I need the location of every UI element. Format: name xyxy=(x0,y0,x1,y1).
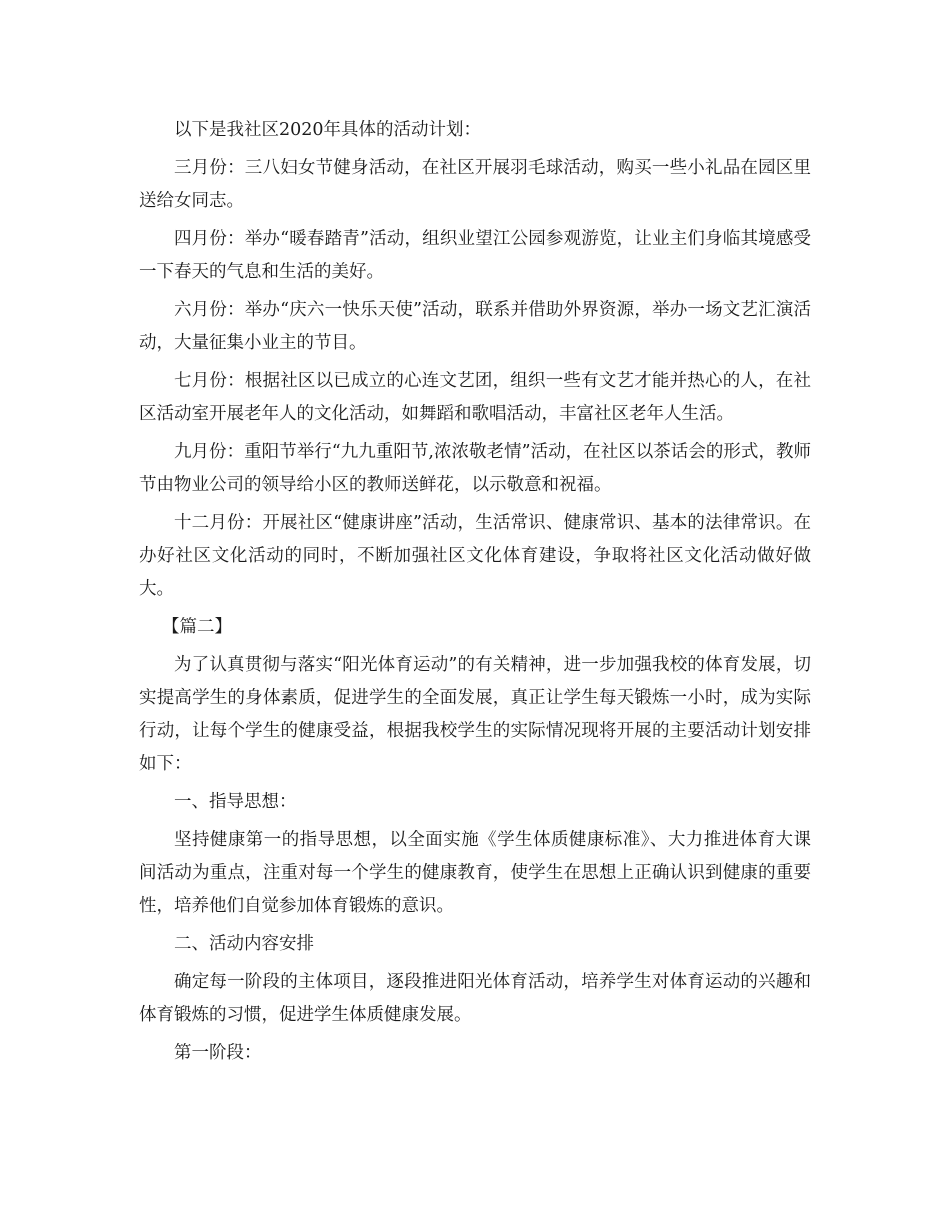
intro-paragraph: 以下是我社区2020年具体的活动计划： xyxy=(174,120,482,140)
stage-one-heading: 第一阶段： xyxy=(174,1043,262,1063)
march-paragraph: 三月份：三八妇女节健身活动，在社区开展羽毛球活动，购买一些小礼品在园区里送给女同志。 xyxy=(139,158,811,211)
june-paragraph: 六月份：举办“庆六一快乐天使”活动，联系并借助外界资源，举办一场文艺汇演活动，大量征集小业主的节目。 xyxy=(139,300,811,353)
guiding-thought-heading: 一、指导思想： xyxy=(174,792,297,812)
sunshine-intro-paragraph: 为了认真贯彻与落实“阳光体育运动”的有关精神，进一步加强我校的体育发展，切实提高学生的身体素质，促进学生的全面发展，真正让学生每天锻炼一小时，成为实际行动，让每个学生的健康受益，根据我校学生的实际情况现将开展的主要活动计划安排如下： xyxy=(139,655,811,774)
activity-arrangement-heading: 二、活动内容安排 xyxy=(174,934,314,954)
activity-arrangement-paragraph: 确定每一阶段的主体项目，逐段推进阳光体育活动，培养学生对体育运动的兴趣和体育锻炼的习惯，促进学生体质健康发展。 xyxy=(139,972,811,1025)
document-body xyxy=(139,114,811,1075)
april-paragraph: 四月份：举办“暖春踏青”活动，组织业望江公园参观游览，让业主们身临其境感受一下春天的气息和生活的美好。 xyxy=(139,229,811,282)
july-paragraph: 七月份：根据社区以已成立的心连文艺团，组织一些有文艺才能并热心的人，在社区活动室开展老年人的文化活动，如舞蹈和歌唱活动，丰富社区老年人生活。 xyxy=(139,371,811,424)
september-paragraph: 九月份：重阳节举行“九九重阳节,浓浓敬老情”活动，在社区以茶话会的形式，教师节由物业公司的领导给小区的教师送鲜花，以示敬意和祝福。 xyxy=(139,442,811,495)
section-two-heading: 【篇二】 xyxy=(162,617,232,637)
december-paragraph: 十二月份：开展社区“健康讲座”活动，生活常识、健康常识、基本的法律常识。在办好社区文化活动的同时，不断加强社区文化体育建设，争取将社区文化活动做好做大。 xyxy=(139,513,811,599)
guiding-thought-paragraph: 坚持健康第一的指导思想，以全面实施《学生体质健康标准》、大力推进体育大课间活动为重点，注重对每一个学生的健康教育，使学生在思想上正确认识到健康的重要性，培养他们自觉参加体育锻炼的意识。 xyxy=(139,830,811,916)
